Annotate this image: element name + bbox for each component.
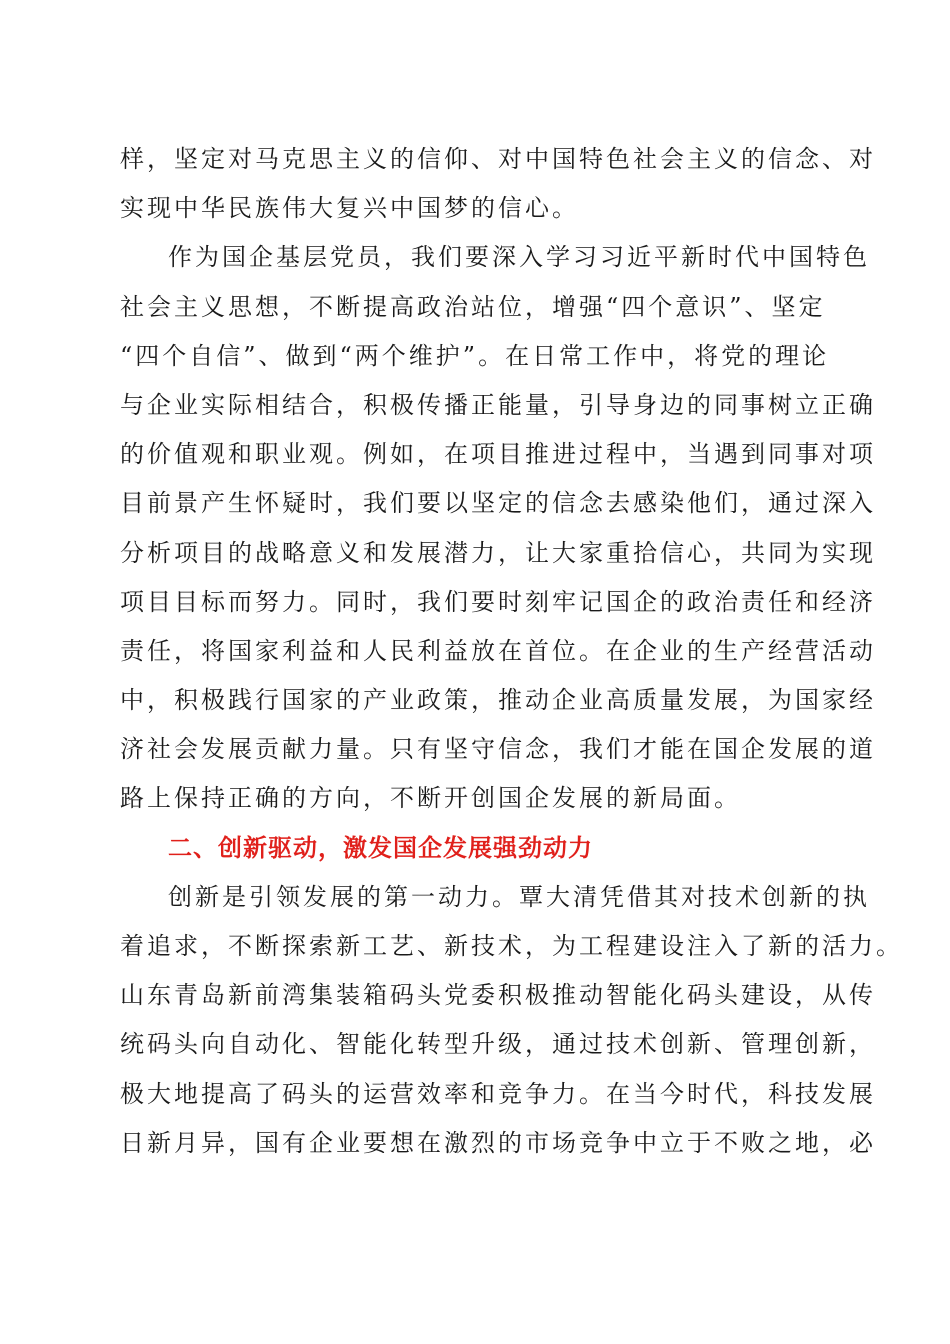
text-line: 着追求，不断探索新工艺、新技术，为工程建设注入了新的活力。	[120, 932, 903, 960]
text-line: 的价值观和职业观。例如，在项目推进过程中，当遇到同事对项	[120, 440, 876, 469]
text-line: 样，坚定对马克思主义的信仰、对中国特色社会主义的信念、对	[120, 145, 876, 173]
text-line: 项目目标而努力。同时，我们要时刻牢记国企的政治责任和经济	[120, 587, 876, 616]
section-heading: 二、创新驱动，激发国企发展强劲动力	[168, 833, 593, 862]
text-line: 路上保持正确的方向，不断开创国企发展的新局面。	[120, 784, 741, 813]
text-line: 实现中华民族伟大复兴中国梦的信心。	[120, 194, 579, 223]
text-line: 日新月异，国有企业要想在激烈的市场竞争中立于不败之地，必	[120, 1128, 876, 1157]
text-line: 济社会发展贡献力量。只有坚守信念，我们才能在国企发展的道	[120, 735, 876, 764]
text-line: 分析项目的战略意义和发展潜力，让大家重拾信心，共同为实现	[120, 538, 876, 567]
paragraph-first-line: 创新是引领发展的第一动力。覃大清凭借其对技术创新的执	[168, 882, 870, 911]
paragraph-first-line: 作为国企基层党员，我们要深入学习习近平新时代中国特色	[168, 243, 870, 272]
text-line: “四个自信”、做到“两个维护”。在日常工作中，将党的理论	[120, 341, 830, 370]
text-line: 山东青岛新前湾集装箱码头党委积极推动智能化码头建设，从传	[120, 981, 876, 1010]
text-line: 统码头向自动化、智能化转型升级，通过技术创新、管理创新，	[120, 1030, 876, 1059]
text-line: 目前景产生怀疑时，我们要以坚定的信念去感染他们，通过深入	[120, 489, 876, 518]
document-body	[120, 135, 903, 1168]
text-line: 责任，将国家利益和人民利益放在首位。在企业的生产经营活动	[120, 636, 876, 665]
text-line: 中，积极践行国家的产业政策，推动企业高质量发展，为国家经	[120, 686, 876, 715]
text-line: 社会主义思想，不断提高政治站位，增强“四个意识”、坚定	[120, 292, 826, 321]
text-line: 极大地提高了码头的运营效率和竞争力。在当今时代，科技发展	[120, 1079, 876, 1108]
text-line: 与企业实际相结合，积极传播正能量，引导身边的同事树立正确	[120, 390, 876, 419]
